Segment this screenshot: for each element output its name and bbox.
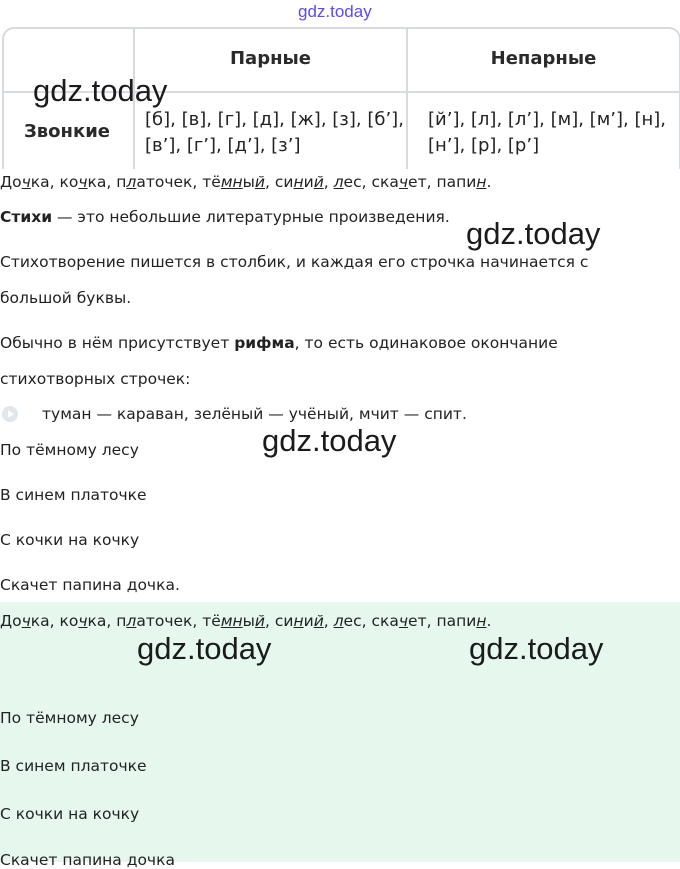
separator: , (361, 612, 372, 630)
underlined-letter: н (476, 612, 487, 630)
word-part: ы (242, 612, 255, 630)
separator: , (106, 173, 117, 191)
answer-poem-line: Скачет папина дочка (0, 851, 175, 869)
underlined-letter: ч (21, 612, 31, 630)
word-part: си (274, 173, 294, 191)
separator: , (106, 612, 117, 630)
separator: , (49, 173, 60, 191)
underlined-letter: н (293, 173, 304, 191)
word-part: тё (202, 173, 221, 191)
row-label-voiced: Звонкие (24, 121, 111, 142)
underlined-letter: й (254, 173, 265, 191)
word (436, 612, 486, 630)
separator: , (192, 612, 203, 630)
word-part: аточ (136, 612, 174, 630)
word-part: До (0, 173, 22, 191)
word-part: и (303, 173, 314, 191)
word-part: ес (343, 612, 362, 630)
word-part: ска (371, 173, 399, 191)
word (334, 612, 362, 630)
separator: , (323, 173, 334, 191)
word-part: ет (408, 612, 427, 630)
cell-unpaired (428, 107, 666, 159)
poem-line: По тёмному лесу (0, 441, 139, 459)
underlined-letter: л (126, 612, 137, 630)
answer-poem-line: С кочки на кочку (0, 805, 140, 823)
watermark-top: gdz.today (298, 2, 372, 21)
word-part: и (303, 612, 314, 630)
word-part: ка (87, 612, 107, 630)
word (116, 173, 192, 191)
underlined-letter: ч (398, 173, 409, 191)
cell-line: [б], [в], [г], [д], [ж], [з], [б’], (145, 109, 404, 130)
underlined-letter: н (293, 612, 304, 630)
separator: , (49, 612, 60, 630)
watermark: gdz.today (33, 73, 168, 108)
word (275, 173, 324, 191)
separator: , (426, 612, 437, 630)
term-stikhi: Стихи (0, 208, 53, 226)
word (60, 173, 107, 191)
definition-line (0, 208, 450, 226)
word (202, 173, 265, 191)
term-rifma: рифма (234, 334, 295, 352)
word (0, 612, 50, 630)
answer-poem-line: В синем платочке (0, 757, 147, 775)
words-line (0, 173, 491, 191)
text-line: большой буквы. (0, 289, 132, 307)
underlined-letter: й (313, 612, 324, 630)
text-part: , то есть одинаковое окончание (294, 334, 558, 352)
word-part: ска (371, 612, 399, 630)
word-part: ка (30, 612, 50, 630)
cell-line: [н’], [р], [р’] (428, 135, 540, 156)
word-part: ес (343, 173, 362, 191)
word-part: ек (173, 612, 193, 630)
word-part: ко (59, 612, 79, 630)
underlined-letter: н (476, 173, 487, 191)
word-part: папи (436, 612, 477, 630)
watermark: gdz.today (137, 631, 272, 666)
watermark: gdz.today (262, 423, 397, 458)
word-part: ы (242, 173, 255, 191)
word-part: ек (173, 173, 193, 191)
header-unpaired: Непарные (490, 48, 597, 69)
cell-line: [в’], [г’], [д’], [з’] (145, 135, 301, 156)
separator: , (426, 173, 437, 191)
text-part: Обычно в нём присутствует (0, 334, 235, 352)
word (202, 612, 265, 630)
poem-line: Скачет папина дочка. (0, 576, 180, 594)
poem-line: С кочки на кочку (0, 531, 140, 549)
word-part: п (116, 612, 127, 630)
cell-paired (145, 107, 404, 159)
cell-line: [й’], [л], [л’], [м], [м’], [н], (428, 109, 667, 130)
watermark: gdz.today (469, 631, 604, 666)
text-line (0, 334, 558, 352)
header-paired: Парные (229, 48, 312, 69)
answer-poem-line: По тёмному лесу (0, 709, 139, 727)
separator: , (265, 612, 275, 630)
underlined-letter: мн (220, 173, 243, 191)
word-part: п (116, 173, 127, 191)
word (60, 612, 107, 630)
play-icon[interactable] (2, 406, 18, 422)
separator: , (361, 173, 372, 191)
poem-line: В синем платочке (0, 486, 147, 504)
word-part: ет (408, 173, 427, 191)
word (275, 612, 324, 630)
underlined-letter: ч (21, 173, 31, 191)
word (116, 612, 192, 630)
word-part: ка (87, 173, 107, 191)
word (371, 612, 426, 630)
separator: . (486, 173, 492, 191)
underlined-letter: й (254, 612, 265, 630)
separator: , (323, 612, 334, 630)
word-part: аточ (136, 173, 174, 191)
word (334, 173, 362, 191)
text-line: Стихотворение пишется в столбик, и каждая его строчка начинается с (0, 253, 589, 271)
definition-text: — это небольшие литературные произведения. (52, 208, 450, 226)
underlined-letter: ч (78, 173, 88, 191)
watermark: gdz.today (466, 216, 601, 251)
example-line: туман — караван, зелёный — учёный, мчит — спит. (42, 405, 467, 423)
word (0, 173, 50, 191)
separator: , (265, 173, 275, 191)
answer-words-line (0, 612, 491, 630)
underlined-letter: ч (78, 612, 88, 630)
word-part: ка (30, 173, 50, 191)
separator: . (486, 612, 492, 630)
underlined-letter: л (333, 612, 344, 630)
word-part: си (274, 612, 294, 630)
word-part: папи (436, 173, 477, 191)
word-part: тё (202, 612, 221, 630)
underlined-letter: ч (398, 612, 409, 630)
underlined-letter: мн (220, 612, 243, 630)
word-part: До (0, 612, 22, 630)
word (436, 173, 486, 191)
underlined-letter: л (126, 173, 137, 191)
underlined-letter: л (333, 173, 344, 191)
underlined-letter: й (313, 173, 324, 191)
text-line: стихотворных строчек: (0, 370, 191, 388)
separator: , (192, 173, 203, 191)
word-part: ко (59, 173, 79, 191)
word (371, 173, 426, 191)
